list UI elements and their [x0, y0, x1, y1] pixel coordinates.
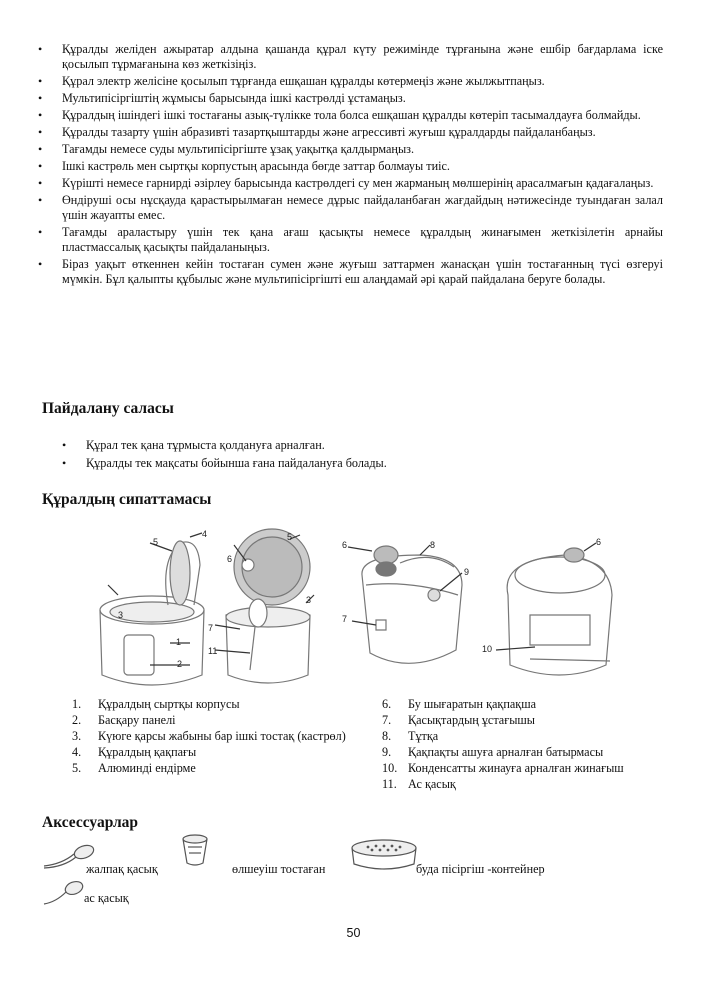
callout-10: 10 — [482, 644, 493, 654]
callout-5b: 5 — [287, 532, 293, 542]
appliance-diagram — [90, 525, 630, 695]
list-item: 4. Құралдың қақпағы — [72, 745, 197, 759]
open-cooker-illustration — [100, 533, 204, 685]
accessories-heading: Аксессуарлар — [42, 814, 139, 831]
callout-2: 2 — [177, 659, 183, 669]
callout-8: 8 — [430, 540, 436, 550]
usage-heading: Пайдалану саласы — [42, 400, 174, 417]
list-item: 2. Басқару панелі — [72, 713, 176, 727]
usage-list — [58, 438, 663, 474]
list-item: 3. Күюге қарсы жабыны бар ішкі тостақ (кастрөл) — [72, 729, 346, 743]
closed-cooker-illustration — [348, 545, 462, 663]
cooker-back-illustration — [496, 543, 612, 675]
list-item: • Құралды тазарту үшін абразивті тазартқыштарды және агрессивті жуғыш құралдарды пайдаланбаңыз. — [34, 125, 663, 140]
callout-7: 7 — [208, 623, 214, 633]
description-heading: Құралдың сипаттамасы — [42, 491, 212, 508]
list-item: • Тағамды араластыру үшін тек қана ағаш қасықты немесе құралдың жинағымен жеткізілетін арнайы пластмассалық қасықты пайдаланыңыз. — [34, 225, 663, 255]
list-item: • Құралдың ішіндегі ішкі тостағаны азық-түлікке тола болса ешқашан құралды көтеріп тасымалдауға болмайды. — [34, 108, 663, 123]
list-item: • Мультипісіргіштің жұмысы барысында ішкі кастрөлді ұстамаңыз. — [34, 91, 663, 106]
list-item: • Құрал электр желісіне қосылып тұрғанда ешқашан құралды көтермеңіз және жылжытпаңыз. — [34, 74, 663, 89]
list-item: • Құрал тек қана тұрмыста қолдануға арналған. — [58, 438, 663, 453]
list-item: • Күрішті немесе гарнирді әзірлеу барысында кастрөлдегі су мен жарманың мөлшерінің арасалмағын қадағалаңыз. — [34, 176, 663, 191]
list-item: 11. Ас қасық — [382, 777, 456, 791]
steamer-label: буда пісіргіш -контейнер — [416, 862, 545, 876]
parts-list-left — [72, 696, 350, 776]
callout-11: 11 — [208, 646, 218, 656]
callout-7b: 7 — [342, 614, 348, 624]
parts-list-right — [382, 696, 682, 792]
list-item: • Құралды желіден ажыратар алдына қашанда құрал күту режимінде тұрғанына және ешбір бағдарлама іске қосылып тұрмағанына көз жеткізіңіз. — [34, 42, 663, 72]
measuring-cup-label: өлшеуіш тостаған — [232, 862, 326, 876]
callout-1: 1 — [176, 637, 182, 647]
list-item: 9. Қақпақты ашуға арналған батырмасы — [382, 745, 604, 759]
list-item: • Құралды тек мақсаты бойынша ғана пайдалануға болады. — [58, 456, 663, 471]
list-item: • Өндіруші осы нұсқауда қарастырылмаған немесе дұрыс пайдаланбаған жағдайдың нәтижесінде туындаған залал үшін жауапты емес. — [34, 193, 663, 223]
measuring-cup-icon — [180, 833, 210, 869]
list-item: 8. Тұтқа — [382, 729, 439, 743]
steamer-container-icon — [350, 838, 418, 876]
spoon-icon — [42, 878, 86, 908]
callout-3b: 3 — [306, 595, 312, 605]
list-item: • Тағамды немесе суды мультипісіргіште ұзақ уақытқа қалдырмаңыз. — [34, 142, 663, 157]
precautions-list — [34, 42, 663, 289]
callout-6: 6 — [227, 554, 233, 564]
list-item: 6. Бу шығаратын қақпақша — [382, 697, 536, 711]
list-item: 10. Конденсатты жинауға арналған жинағыш — [382, 761, 624, 775]
list-item: 7. Қасықтардың ұстағышы — [382, 713, 535, 727]
list-item: 1. Құралдың сыртқы корпусы — [72, 697, 240, 711]
flat-spoon-label: жалпақ қасық — [86, 862, 158, 876]
list-item: • Ішкі кастрөль мен сыртқы корпустың арасында бөгде заттар болмауы тиіс. — [34, 159, 663, 174]
callout-5: 5 — [153, 537, 159, 547]
list-item: • Біраз уақыт өткеннен кейін тостаған сумен және жуғыш заттармен жанасқан үшін тостағанның түсі өзгеруі мүмкін. Бұл қалыпты құбылыс және мультипісіргішті еш алаңдамай әрі қарай пайдалана беруге болады. — [34, 257, 663, 287]
callout-6b: 6 — [342, 540, 348, 550]
callout-9: 9 — [464, 567, 470, 577]
callout-4: 4 — [202, 529, 208, 539]
list-item: 5. Алюминді ендірме — [72, 761, 196, 775]
callout-6c: 6 — [596, 537, 602, 547]
cooker-lid-illustration — [215, 529, 314, 683]
callout-3: 3 — [118, 610, 124, 620]
spoon-label: ас қасық — [84, 891, 129, 905]
page-number: 50 — [346, 926, 361, 940]
